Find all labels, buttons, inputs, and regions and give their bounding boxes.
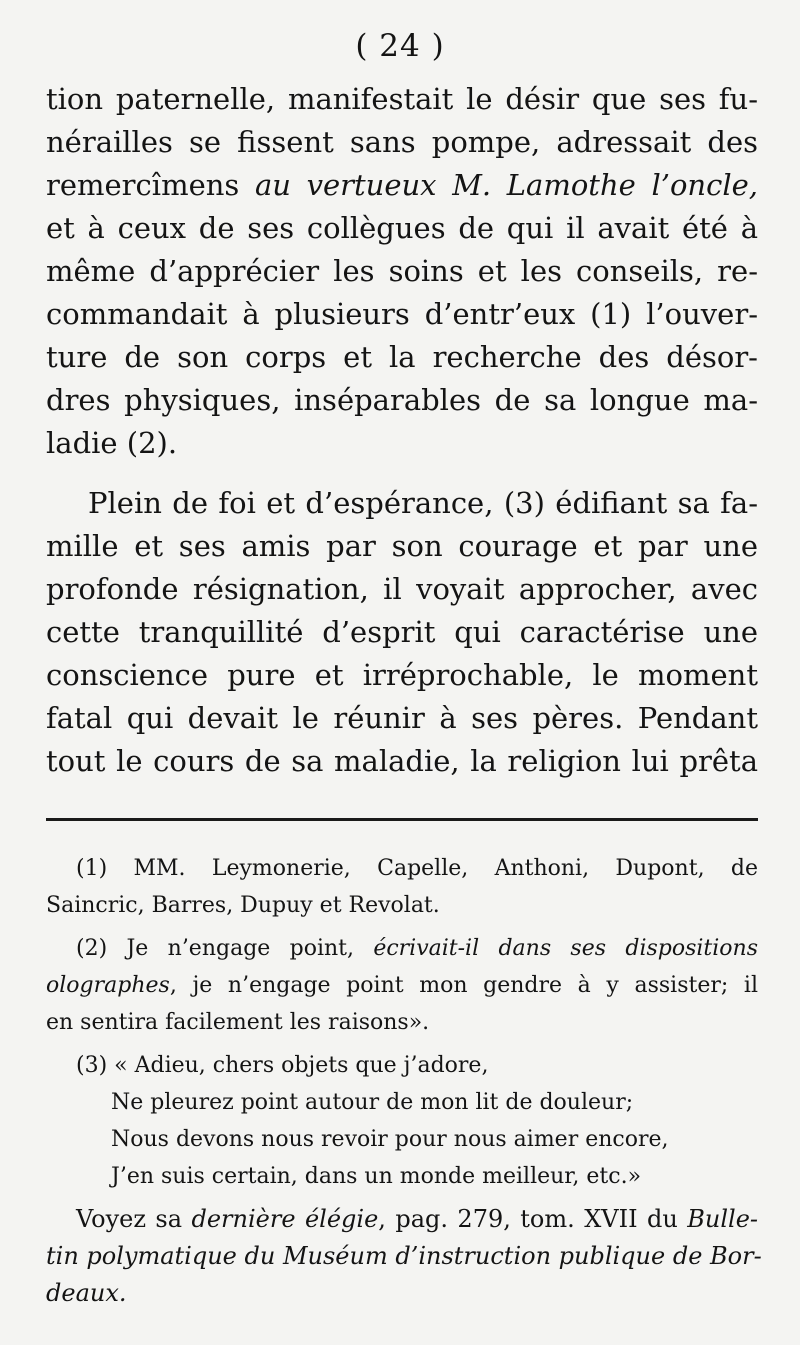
text-line: Plein de foi et d’espérance, (3) édifiant sa fa- bbox=[88, 486, 758, 520]
text-line: remercîmens au vertueux M. Lamothe l’oncle, bbox=[46, 168, 758, 202]
footnote-2 bbox=[46, 930, 758, 1041]
text-line: cette tranquillité d’esprit qui caractérise une bbox=[46, 615, 758, 649]
text-line: profonde résignation, il voyait approcher, avec bbox=[46, 572, 758, 606]
footnote-line: (1) MM. Leymonerie, Capelle, Anthoni, Dupont, de bbox=[76, 856, 758, 881]
text-line: ture de son corps et la recherche des désor- bbox=[46, 340, 758, 374]
text-line: commandait à plusieurs d’entr’eux (1) l’ouver- bbox=[46, 297, 758, 331]
page-number: ( 24 ) bbox=[355, 28, 445, 64]
footnote-line: (2) Je n’engage point, écrivait-il dans ses dispositions bbox=[76, 936, 758, 961]
paragraph bbox=[46, 482, 758, 783]
citation-line: deaux. bbox=[46, 1279, 127, 1307]
footnote-line: olographes, je n’engage point mon gendre à y assister; il bbox=[46, 973, 758, 998]
text-line: mille et ses amis par son courage et par une bbox=[46, 529, 758, 563]
footnote-3-poem bbox=[46, 1047, 758, 1195]
text-line: même d’apprécier les soins et les conseils, re- bbox=[46, 254, 758, 288]
source-citation bbox=[46, 1201, 762, 1312]
text-line: fatal qui devait le réunir à ses pères. Pendant bbox=[46, 701, 758, 735]
main-text bbox=[46, 78, 758, 783]
footnote-1 bbox=[46, 850, 758, 924]
verse-line: Ne pleurez point autour de mon lit de douleur; bbox=[111, 1090, 634, 1115]
verse-line: Nous devons nous revoir pour nous aimer encore, bbox=[111, 1127, 669, 1152]
verse-line: J’en suis certain, dans un monde meilleur, etc.» bbox=[111, 1164, 642, 1189]
text-line: et à ceux de ses collègues de qui il avait été à bbox=[46, 211, 758, 245]
text-line: nérailles se fissent sans pompe, adressait des bbox=[46, 125, 758, 159]
verse-line: (3) « Adieu, chers objets que j’adore, bbox=[76, 1053, 489, 1078]
footnote-divider bbox=[46, 818, 758, 821]
paragraph bbox=[46, 78, 758, 465]
text-line: tout le cours de sa maladie, la religion lui prêta bbox=[46, 744, 758, 778]
text-line: tion paternelle, manifestait le désir que ses fu- bbox=[46, 82, 758, 116]
text-line: dres physiques, inséparables de sa longue ma- bbox=[46, 383, 758, 417]
footnote-line: en sentira facilement les raisons». bbox=[46, 1010, 430, 1035]
text-line: ladie (2). bbox=[46, 426, 178, 460]
text-line: conscience pure et irréprochable, le moment bbox=[46, 658, 758, 692]
footnote-line: Saincric, Barres, Dupuy et Revolat. bbox=[46, 893, 440, 918]
citation-line: Voyez sa dernière élégie, pag. 279, tom. XVII du Bulle- bbox=[76, 1205, 759, 1233]
citation-line: tin polymatique du Muséum d’instruction publique de Bor- bbox=[46, 1242, 762, 1270]
footnotes bbox=[46, 850, 762, 1312]
